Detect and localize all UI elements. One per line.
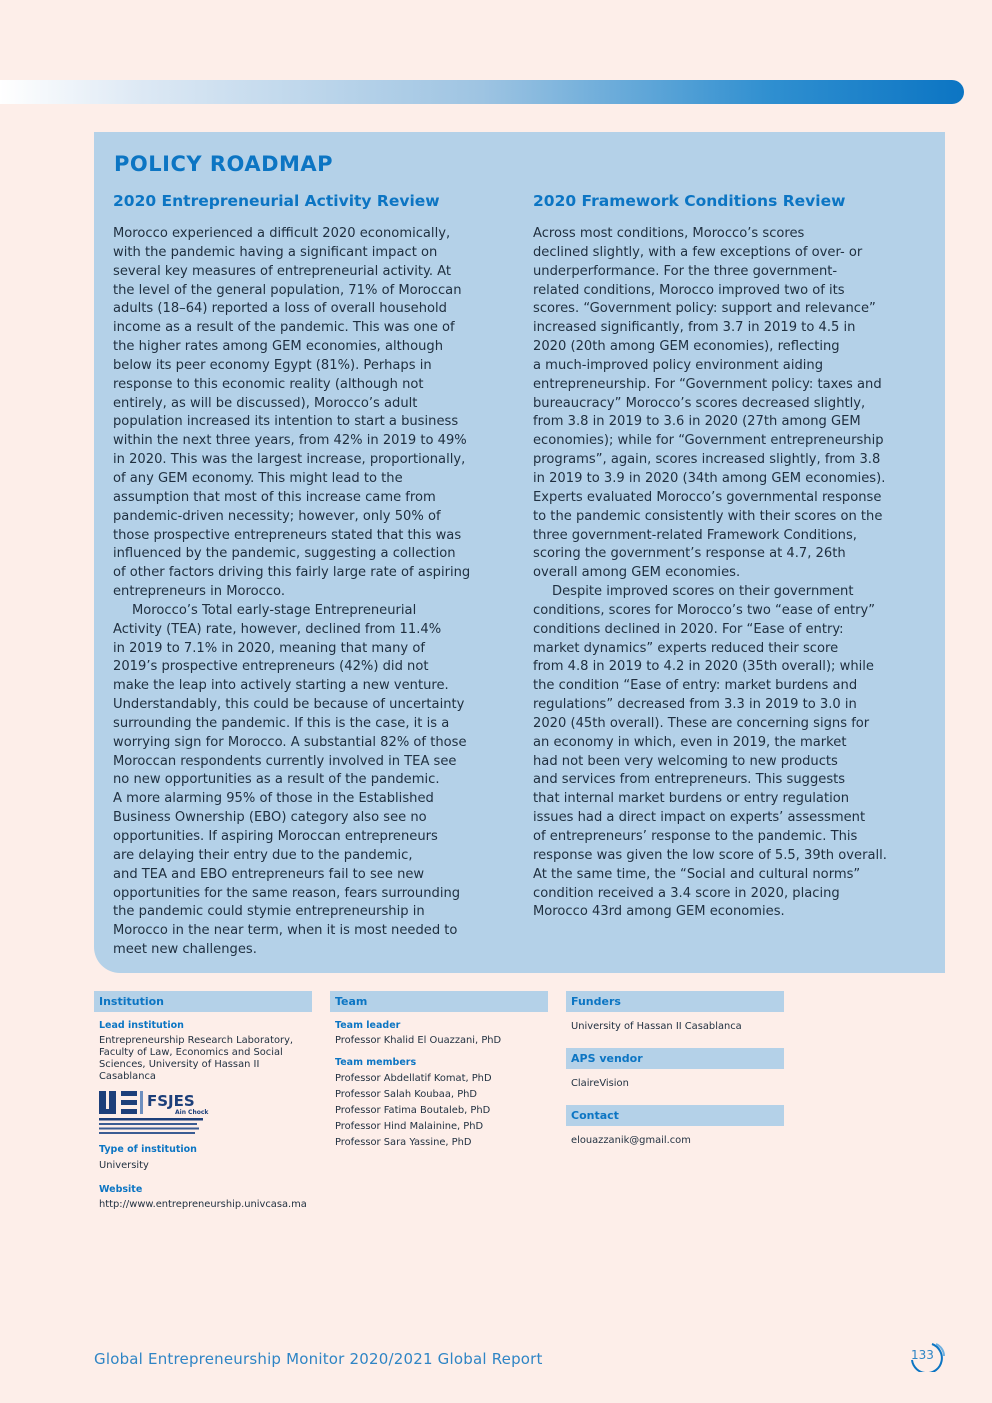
team-members-list xyxy=(330,1071,548,1150)
activity-review-heading: 2020 Entrepreneurial Activity Review xyxy=(113,192,440,210)
team-column xyxy=(330,991,548,1151)
footer-report-title: Global Entrepreneurship Monitor 2020/2021 Global Report xyxy=(94,1350,543,1368)
type-of-institution-label: Type of institution xyxy=(99,1144,197,1156)
framework-review-paragraph-1: Across most conditions, Morocco’s scores declined slightly, with a few exceptions of over- or underperformance. For the three government- related conditions, Morocco improved two of its scores. “Government policy: support and relevance” increased significantly, from 3.7 in 2019 to 4.5 in 2020 (20th among GEM economies), reflecting a much-improved policy environment aiding entrepreneurship. For “Government policy: taxes and bureaucracy” Morocco’s scores decreased slightly, from 3.8 in 2019 to 3.6 in 2020 (27th among GEM economies); while for “Government entrepreneurship programs”, again, scores increased slightly, from 3.8 in 2019 to 3.9 in 2020 (34th among GEM economies). Experts evaluated Morocco’s governmental response to the pandemic consistently with their scores on the three government-related Framework Conditions, scoring the government’s response at 4.7, 26th overall among GEM economies. xyxy=(533,226,886,581)
type-of-institution-text: University xyxy=(99,1159,149,1171)
framework-review-column xyxy=(533,192,933,922)
university-logo-icon xyxy=(99,1089,209,1137)
activity-review-column xyxy=(113,192,513,960)
team-member: Professor Fatima Boutaleb, PhD xyxy=(335,1105,491,1117)
page-number-arc-icon xyxy=(906,1340,946,1372)
institution-header: Institution xyxy=(94,991,312,1012)
institution-logo xyxy=(94,1089,312,1137)
contact-header: Contact xyxy=(566,1105,784,1126)
aps-vendor-header: APS vendor xyxy=(566,1048,784,1069)
svg-text:Ain Chock: Ain Chock xyxy=(175,1109,209,1117)
team-member: Professor Abdellatif Komat, PhD xyxy=(335,1073,492,1085)
policy-roadmap-panel xyxy=(94,132,945,973)
funders-column xyxy=(566,991,784,1147)
team-leader-name: Professor Khalid El Ouazzani, PhD xyxy=(335,1035,502,1047)
page-number xyxy=(906,1340,946,1372)
svg-text:FSJES: FSJES xyxy=(147,1092,195,1111)
lead-institution-text: Entrepreneurship Research Laboratory, Faculty of Law, Economics and Social Sciences, University of Hassan II Casablanca xyxy=(99,1035,294,1083)
website-link[interactable]: http://www.entrepreneurship.univcasa.ma xyxy=(99,1198,307,1210)
activity-review-paragraph-2: Morocco’s Total early-stage Entrepreneurial Activity (TEA) rate, however, declined from 11.4% in 2019 to 7.1% in 2020, meaning that many of 2019’s prospective entrepreneurs (42%) did not make the leap into actively starting a new venture. Understandably, this could be because of uncertainty surrounding the pandemic. If this is the case, it is a worrying sign for Morocco. A substantial 82% of those Moroccan respondents currently involved in TEA see no new opportunities as a result of the pandemic. A more alarming 95% of those in the Established Business Ownership (EBO) category also see no opportunities. If aspiring Moroccan entrepreneurs are delaying their entry due to the pandemic, and TEA and EBO entrepreneurs fail to see new opportunities for the same reason, fears surrounding the pandemic could stymie entrepreneurship in Morocco in the near term, when it is most needed to meet new challenges. xyxy=(113,602,467,958)
aps-vendor-text: ClaireVision xyxy=(571,1078,629,1090)
activity-review-paragraph-1: Morocco experienced a difficult 2020 economically, with the pandemic having a significant impact on several key measures of entrepreneurial activity. At the level of the general population, 71% of Moroccan adults (18–64) reported a loss of overall household income as a result of the pandemic. This was one of the higher rates among GEM economies, although below its peer economy Egypt (81%). Perhaps in response to this economic reality (although not entirely, as will be discussed), Morocco’s adult population increased its intention to start a business within the next three years, from 42% in 2019 to 49% in 2020. This was the largest increase, proportionally, of any GEM economy. This might lead to the assumption that most of this increase came from pandemic-driven necessity; however, only 50% of those prospective entrepreneurs stated that this was influenced by the pandemic, suggesting a collection of other factors driving this fairly large rate of aspiring entrepreneurs in Morocco. xyxy=(113,226,471,600)
website-label: Website xyxy=(99,1183,143,1195)
lead-institution-label: Lead institution xyxy=(99,1020,184,1031)
team-leader-label: Team leader xyxy=(335,1020,401,1031)
header-gradient-bar xyxy=(0,80,964,104)
team-members-label: Team members xyxy=(335,1057,417,1069)
institution-column xyxy=(94,991,312,1211)
team-member: Professor Sara Yassine, PhD xyxy=(335,1136,472,1148)
funders-header: Funders xyxy=(566,991,784,1012)
team-member: Professor Salah Koubaa, PhD xyxy=(335,1089,478,1101)
svg-text:133: 133 xyxy=(911,1348,934,1362)
framework-review-heading: 2020 Framework Conditions Review xyxy=(533,192,846,210)
framework-review-paragraph-2: Despite improved scores on their government conditions, scores for Morocco’s two “ease of entry” conditions declined in 2020. For “Ease of entry: market dynamics” experts reduced their score from 4.8 in 2019 to 4.2 in 2020 (35th overall); while the condition “Ease of entry: market burdens and regulations” decreased from 3.3 in 2019 to 3.0 in 2020 (45th overall). These are concerning signs for an economy in which, even in 2019, the market had not been very welcoming to new products and services from entrepreneurs. This suggests that internal market burdens or entry regulation issues had a direct impact on experts’ assessment of entrepreneurs’ response to the pandemic. This response was given the low score of 5.5, 39th overall. At the same time, the “Social and cultural norms” condition received a 3.4 score in 2020, placing Morocco 43rd among GEM economies. xyxy=(533,584,887,920)
team-member: Professor Hind Malainine, PhD xyxy=(335,1120,484,1132)
team-header: Team xyxy=(330,991,548,1012)
section-title: POLICY ROADMAP xyxy=(114,152,334,176)
contact-email[interactable]: elouazzanik@gmail.com xyxy=(571,1135,691,1147)
funders-text: University of Hassan II Casablanca xyxy=(571,1021,742,1032)
